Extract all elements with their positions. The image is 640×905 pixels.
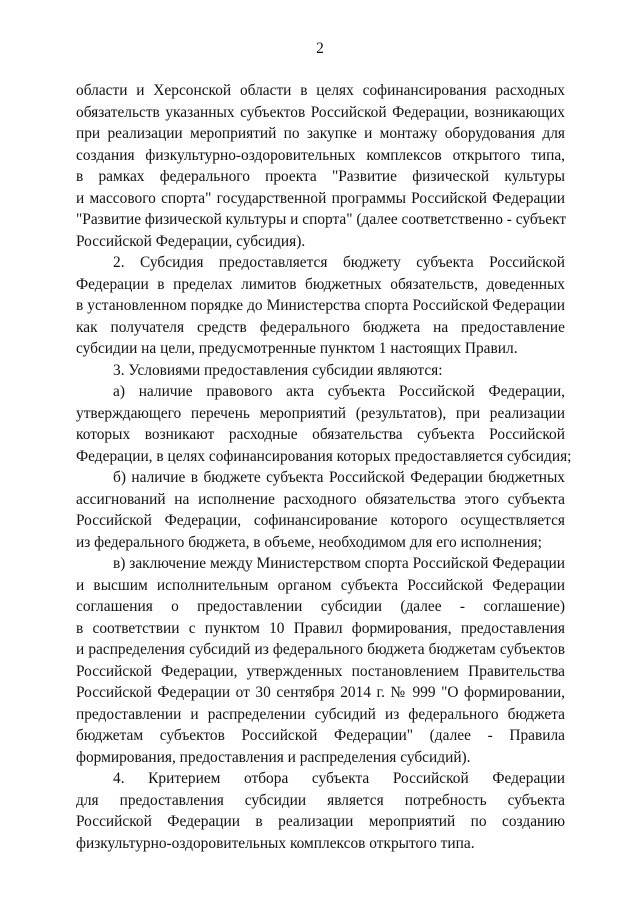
text-line: Российской Федерации, субсидия). <box>76 232 306 250</box>
text-line: Федерации в пределах лимитов бюджетных обязательств, доведенных <box>76 275 565 293</box>
text-line: "Развитие физической культуры и спорта" (далее соответственно - субъект <box>76 211 567 228</box>
text-line: физкультурно-оздоровительных комплексов открытого типа. <box>76 834 475 852</box>
text-line: утверждающего перечень мероприятий (результатов), при реализации <box>76 404 565 422</box>
paragraph-p2 <box>76 252 565 360</box>
text-line: создания физкультурно-оздоровительных комплексов открытого типа, <box>76 146 565 164</box>
paragraph-p3 <box>76 360 565 382</box>
text-line: предоставлении и распределении субсидий из федерального бюджета <box>76 705 565 723</box>
paragraph-p3b <box>76 467 565 553</box>
text-line: при реализации мероприятий по закупке и монтажу оборудования для <box>76 125 565 142</box>
text-line: которых возникают расходные обязательства субъекта Российской <box>76 426 565 443</box>
paragraph-p3a <box>76 381 572 467</box>
text-line: и высшим исполнительным органом субъекта Российской Федерации <box>76 576 565 594</box>
text-line: Российской Федерации, софинансирование которого осуществляется <box>76 512 565 529</box>
text-line: б) наличие в бюджете субъекта Российской Федерации бюджетных <box>113 469 565 486</box>
text-line: Федерации, в целях софинансирования которых предоставляется субсидия; <box>76 447 572 465</box>
text-line: 4. Критерием отбора субъекта Российской Федерации <box>113 770 565 787</box>
text-line: для предоставления субсидии является потребность субъекта <box>76 791 565 809</box>
text-line: а) наличие правового акта субъекта Российской Федерации, <box>113 383 565 400</box>
page-number: 2 <box>316 40 324 57</box>
text-line: формирования, предоставления и распределения субсидий). <box>76 748 471 766</box>
text-line: в соответствии с пунктом 10 Правил формирования, предоставления <box>76 619 565 637</box>
text-line: Российской Федерации от 30 сентября 2014 г. № 999 "О формировании, <box>76 684 565 701</box>
text-line: 2. Субсидия предоставляется бюджету субъекта Российской <box>113 254 565 271</box>
text-line: в рамках федерального проекта "Развитие физической культуры <box>76 168 565 185</box>
text-line: области и Херсонской области в целях софинансирования расходных <box>76 82 565 99</box>
text-line: субсидии на цели, предусмотренные пунктом 1 настоящих Правил. <box>76 340 518 357</box>
text-line: в установленном порядке до Министерства спорта Российской Федерации <box>76 297 565 314</box>
paragraph-p3c <box>76 553 565 768</box>
text-line: как получателя средств федерального бюджета на предоставление <box>76 318 565 336</box>
document-body <box>76 80 572 854</box>
text-line: из федерального бюджета, в объеме, необходимом для его исполнения; <box>76 533 542 551</box>
paragraph-intro <box>76 80 565 252</box>
text-line: Российской Федерации в реализации мероприятий по созданию <box>76 813 565 830</box>
text-line: обязательств указанных субъектов Российской Федерации, возникающих <box>76 103 565 121</box>
text-line: в) заключение между Министерством спорта Российской Федерации <box>113 555 565 572</box>
text-line: Российской Федерации, утвержденных постановлением Правительства <box>76 662 565 680</box>
text-line: и массового спорта" государственной программы Российской Федерации <box>76 189 565 207</box>
text-line: бюджетам субъектов Российской Федерации" (далее - Правила <box>76 727 565 744</box>
text-line: и распределения субсидий из федерального бюджета бюджетам субъектов <box>76 641 565 658</box>
text-line: соглашения о предоставлении субсидии (далее - соглашение) <box>76 598 565 615</box>
paragraph-p4 <box>76 768 565 854</box>
text-line: 3. Условиями предоставления субсидии являются: <box>113 361 443 379</box>
text-line: ассигнований на исполнение расходного обязательства этого субъекта <box>76 490 565 508</box>
